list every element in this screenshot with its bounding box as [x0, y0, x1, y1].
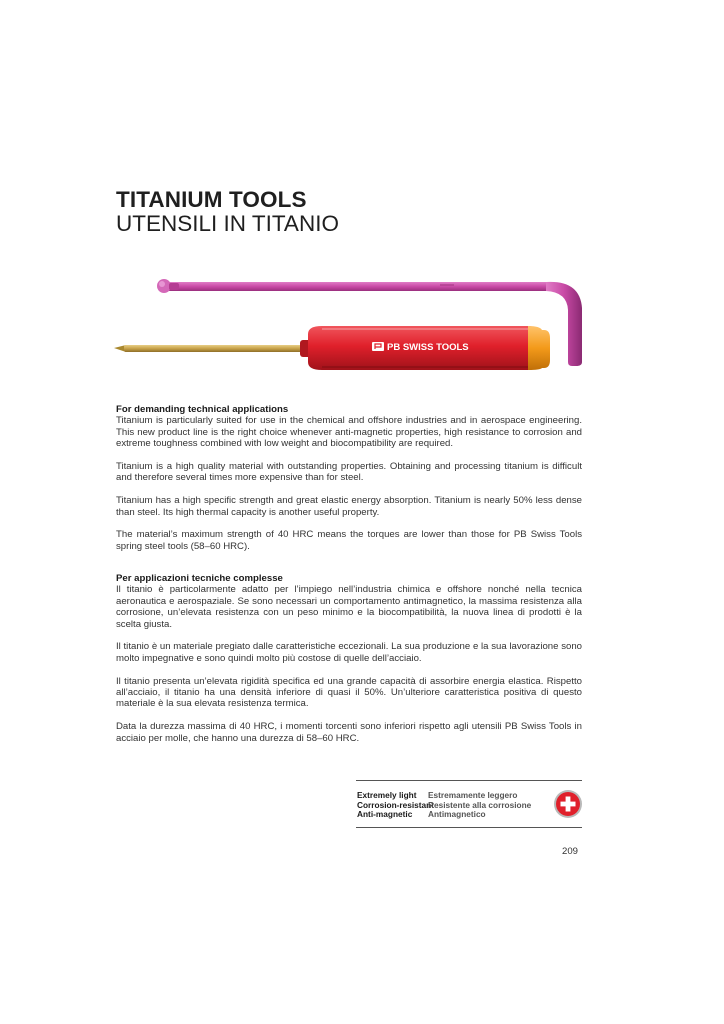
page-title: TITANIUM TOOLS [116, 187, 307, 212]
english-paragraph-1: Titanium is particularly suited for use in the chemical and offshore industries and in aerospace engineering. This new product line is the right choice whenever anti-magnetic properties, high resistance to corrosion and extreme toughness combined with low weight and biocompatibility are required. [116, 415, 582, 450]
english-paragraph-3: Titanium has a high specific strength and great elastic energy absorption. Titanium is nearly 50% less dense than steel. Its high thermal capacity is another useful property. [116, 495, 582, 518]
italian-paragraph-4: Data la durezza massima di 40 HRC, i momenti torcenti sono inferiori rispetto agli utensili PB Swiss Tools in acciaio per molle, che hanno una durezza di 58–60 HRC. [116, 721, 582, 744]
divider-top [356, 780, 582, 781]
italian-heading: Per applicazioni tecniche complesse [116, 573, 283, 584]
brand-logo-text: PB SWISS TOOLS [387, 342, 469, 353]
screwdriver [114, 326, 550, 370]
titanium-tools-photo [110, 268, 590, 376]
feature-it-1: Estremamente leggero [428, 790, 518, 800]
italian-paragraph-2: Il titanio è un materiale pregiato dalle caratteristiche eccezionali. La sua produzione e la sua lavorazione sono molto impegnative e sono quindi molto più costose di quelle dell’acciaio. [116, 641, 582, 664]
english-paragraph-4: The material’s maximum strength of 40 HRC means the torques are lower than those for PB Swiss Tools spring steel tools (58–60 HRC). [116, 529, 582, 552]
features-italian [428, 791, 531, 820]
english-heading: For demanding technical applications [116, 404, 289, 415]
english-section [116, 404, 582, 564]
page-subtitle: UTENSILI IN TITANIO [116, 211, 339, 236]
features-english [357, 791, 434, 820]
italian-paragraph-3: Il titanio presenta un’elevata rigidità specifica ed una grande capacità di assorbire energia elastica. Rispetto all’acciaio, il titanio ha una densità inferiore di quasi il 50%. Un’ulteriore caratteristica positiva di questo materiale è la sua elevata resistenza termica. [116, 675, 582, 710]
feature-it-2: Resistente alla corrosione [428, 799, 532, 810]
page-number: 209 [562, 846, 579, 857]
swiss-cross-icon [553, 789, 583, 819]
italian-section [116, 573, 582, 755]
feature-en-3: Anti-magnetic [357, 809, 413, 820]
divider-bottom [356, 827, 582, 828]
italian-paragraph-1: Il titanio è particolarmente adatto per l’impiego nell’industria chimica e offshore nonché nella tecnica aeronautica e aerospaziale. Se sono necessari un comportamento antimagnetico, la massima resistenza alla corrosione, un’elevata resistenza con un peso minimo e la biocompatibilità, la nuova linea di prodotti è la scelta giusta. [116, 584, 582, 630]
feature-en-2: Corrosion-resistant [357, 799, 434, 810]
feature-en-1: Extremely light [357, 790, 417, 800]
english-paragraph-2: Titanium is a high quality material with outstanding properties. Obtaining and processing titanium is difficult and therefore several times more expensive than for steel. [116, 461, 582, 484]
feature-it-3: Antimagnetico [428, 809, 486, 820]
